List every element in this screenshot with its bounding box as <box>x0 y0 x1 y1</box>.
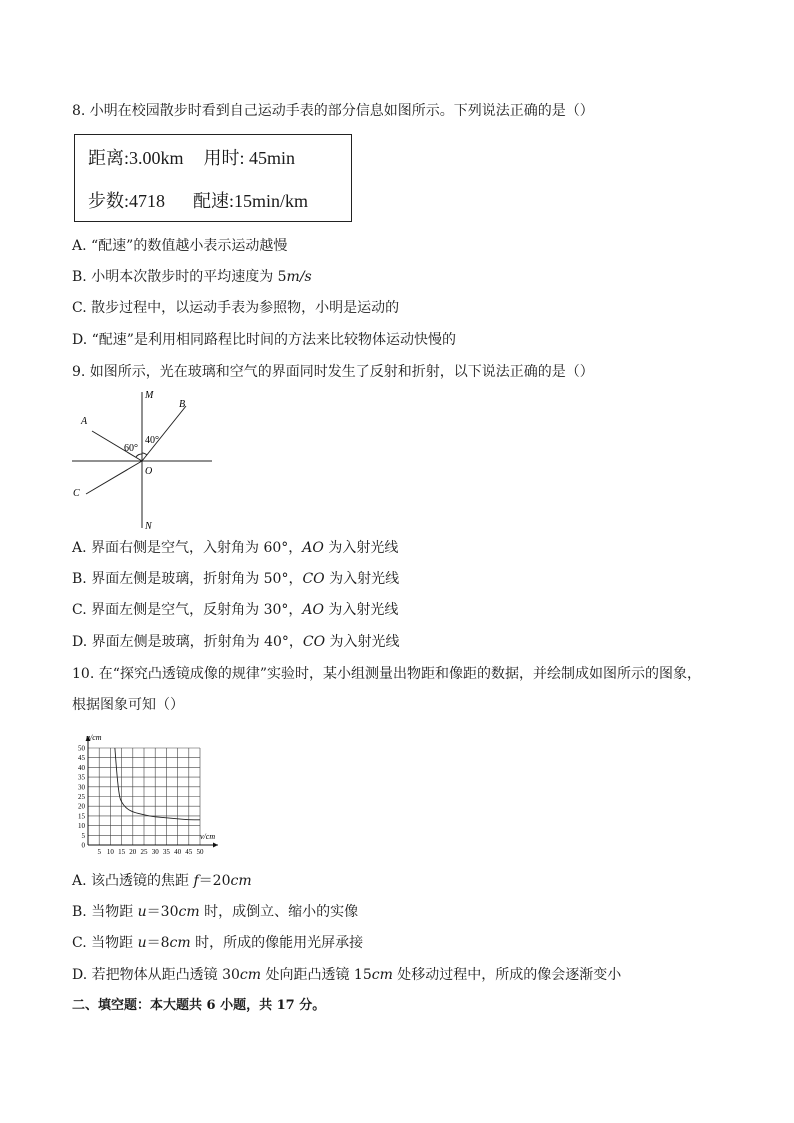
q9-option-c <box>72 600 398 620</box>
y-tick-label: 25 <box>78 793 85 801</box>
q9-option-d-text: D. 界面左侧是玻璃，折射角为 40°， <box>72 634 303 650</box>
label-b: B <box>179 399 186 410</box>
q10-option-b-var: u <box>137 904 147 920</box>
q9-option-b-text: B. 界面左侧是玻璃，折射角为 50°， <box>72 571 303 587</box>
q10-option-d-unit2: cm <box>371 967 393 983</box>
label-angle-40: 40° <box>145 435 159 446</box>
y-tick-label: 5 <box>81 831 85 840</box>
q9-option-b-ray: CO <box>302 571 325 587</box>
q8-option-c: C. 散步过程中，以运动手表为参照物，小明是运动的 <box>72 300 400 316</box>
q10-option-c <box>72 933 363 953</box>
watch-steps: 步数:4718 <box>88 191 166 211</box>
q10-option-c-var: u <box>137 935 147 951</box>
q8-stem: 8. 小明在校园散步时看到自己运动手表的部分信息如图所示。下列说法正确的是（） <box>72 103 594 119</box>
q10-option-a-var: f <box>193 873 199 889</box>
label-a: A <box>81 416 88 427</box>
x-tick-label: 25 <box>140 848 148 856</box>
q9-stem: 9. 如图所示，光在玻璃和空气的界面同时发生了反射和折射，以下说法正确的是（） <box>72 364 594 380</box>
y-tick-label: 20 <box>78 802 85 811</box>
q9-option-d-ray: CO <box>302 634 326 650</box>
y-tick-label: 10 <box>78 822 85 831</box>
q10-stem-line2: 根据图象可知（） <box>72 697 184 713</box>
x-tick-label: 20 <box>129 848 137 856</box>
q10-option-a <box>72 871 252 891</box>
x-tick-label: 40 <box>174 848 182 856</box>
q8-option-b-unit: m/s <box>286 269 312 285</box>
ray-oc <box>86 461 142 494</box>
q10-option-b-unit: cm <box>178 904 200 920</box>
q8-option-b-text: B. 小明本次散步时的平均速度为 5 <box>72 269 287 285</box>
q10-option-b-value: ＝30 <box>146 904 179 920</box>
q10-option-b <box>72 902 358 922</box>
q10-option-d-mid: 处向距凸透镜 15 <box>261 967 372 983</box>
chart-y-axis-label: u/cm <box>86 733 102 742</box>
watch-distance: 距离:3.00km <box>88 148 184 168</box>
q9-option-c-tail: 为入射光线 <box>323 602 399 618</box>
q9-option-d <box>72 632 400 652</box>
watch-row-1 <box>88 147 295 169</box>
q9-option-b <box>72 569 399 589</box>
angle-arc-60 <box>136 454 142 457</box>
q10-stem-line1: 10. 在“探究凸透镜成像的规律”实验时，某小组测量出物距和像距的数据，并绘制成如图所示的图象， <box>72 666 702 682</box>
x-axis-arrow <box>213 843 218 848</box>
q10-option-a-unit: cm <box>230 873 252 889</box>
x-tick-label: 10 <box>106 848 114 856</box>
chart-grid <box>88 748 200 845</box>
y-tick-label: 15 <box>78 812 85 821</box>
q10-option-d-unit1: cm <box>239 967 262 983</box>
label-o: O <box>145 466 153 477</box>
q9-option-b-tail: 为入射光线 <box>324 571 400 587</box>
q10-option-a-value: ＝20 <box>198 873 231 889</box>
watch-info-box <box>74 134 352 222</box>
chart-x-axis-label: v/cm <box>200 832 216 841</box>
q10-option-d-text: D. 若把物体从距凸透镜 30 <box>72 967 240 983</box>
q10-option-c-text: C. 当物距 <box>72 935 138 951</box>
x-tick-label: 50 <box>196 848 204 856</box>
x-tick-label: 15 <box>118 848 126 856</box>
q9-option-c-text: C. 界面左侧是空气，反射角为 30°， <box>72 602 303 618</box>
y-tick-label: 40 <box>78 763 85 772</box>
q9-option-a-tail: 为入射光线 <box>323 540 399 556</box>
q10-option-c-tail: 时，所成的像能用光屏承接 <box>190 935 364 951</box>
q10-option-d-tail: 处移动过程中，所成的像会逐渐变小 <box>392 967 622 983</box>
q10-option-a-text: A. 该凸透镜的焦距 <box>72 873 194 889</box>
y-tick-label: 30 <box>78 783 85 792</box>
chart-series <box>115 748 200 820</box>
y-tick-label: 50 <box>78 744 85 753</box>
angle-arc-40 <box>142 453 147 455</box>
section-fill-in-heading: 二、填空题：本大题共 6 小题，共 17 分。 <box>72 998 326 1013</box>
q10-option-b-tail: 时，成倒立、缩小的实像 <box>199 904 359 920</box>
q9-option-a-ray: AO <box>302 540 324 556</box>
x-tick-label: 5 <box>97 848 101 856</box>
label-angle-60: 60° <box>124 443 138 454</box>
watch-row-2 <box>88 190 308 212</box>
chart-tick-labels <box>78 745 204 857</box>
q8-option-a: A. “配速”的数值越小表示运动越慢 <box>72 238 288 254</box>
q9-option-d-tail: 为入射光线 <box>325 634 400 650</box>
series-curve <box>115 748 200 820</box>
q10-option-b-text: B. 当物距 <box>72 904 138 920</box>
y-tick-label: 35 <box>78 773 85 782</box>
label-m: M <box>145 390 154 401</box>
label-c: C <box>73 488 80 499</box>
q8-option-d: D. “配速”是利用相同路程比时间的方法来比较物体运动快慢的 <box>72 332 456 348</box>
y-tick-label: 0 <box>81 841 85 850</box>
q10-option-d <box>72 965 621 985</box>
q9-option-c-ray: AO <box>302 602 324 618</box>
q10-option-c-value: ＝8 <box>146 935 170 951</box>
lens-chart <box>70 728 230 860</box>
q10-option-c-unit: cm <box>169 935 191 951</box>
watch-pace: 配速:15min/km <box>193 191 309 211</box>
chart-axes <box>86 736 219 848</box>
y-tick-label: 45 <box>78 754 85 763</box>
q8-option-b <box>72 267 312 287</box>
x-tick-label: 45 <box>185 848 193 856</box>
q9-option-a <box>72 538 398 558</box>
label-n: N <box>145 521 152 532</box>
watch-duration: 用时: 45min <box>203 148 296 168</box>
x-tick-label: 35 <box>162 848 170 856</box>
ray-ob <box>142 406 186 461</box>
q9-option-a-text: A. 界面右侧是空气，入射角为 60°， <box>72 540 303 556</box>
x-tick-label: 30 <box>151 848 159 856</box>
refraction-diagram <box>70 386 220 532</box>
